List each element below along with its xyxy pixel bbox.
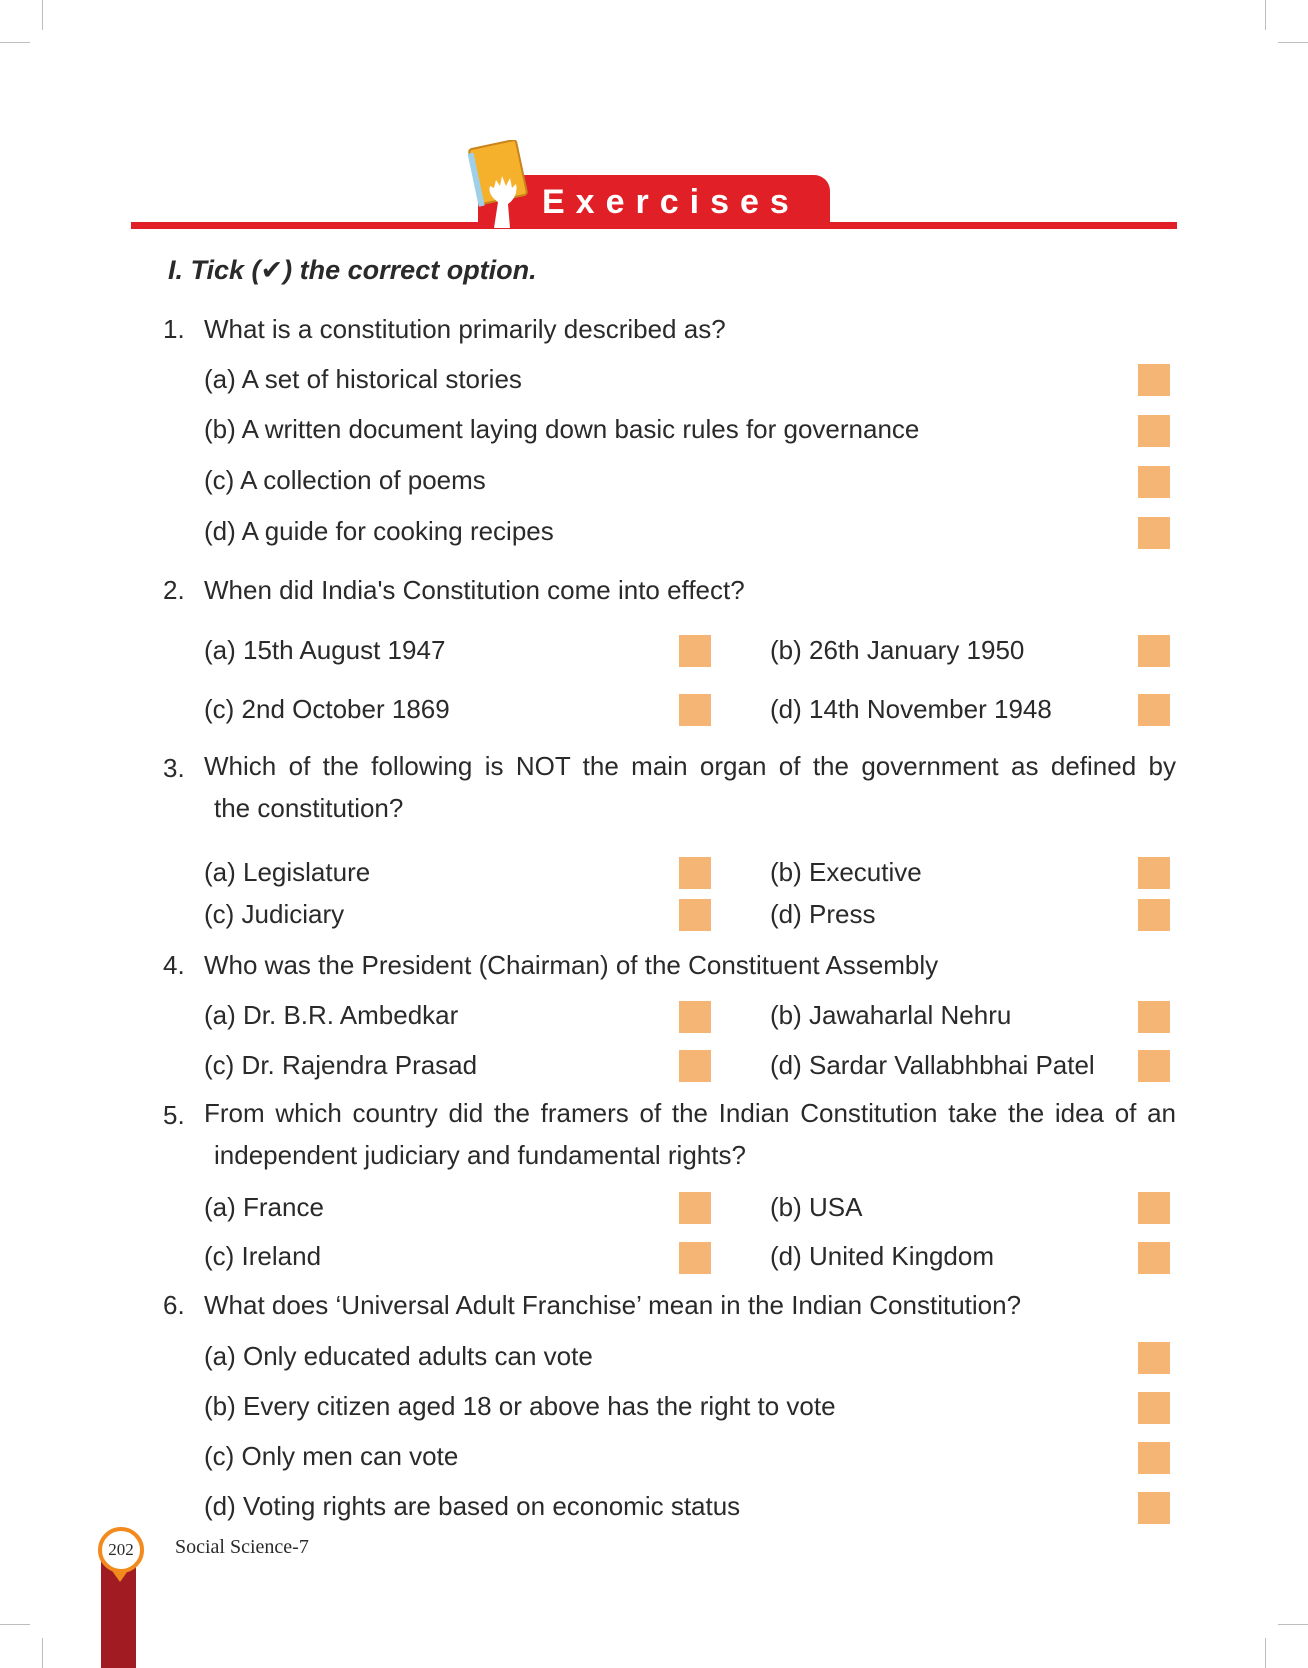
- page-number: 202: [108, 1540, 134, 1559]
- book-title: Social Science-7: [175, 1536, 309, 1558]
- answer-checkbox[interactable]: [1138, 1050, 1170, 1082]
- option-text: (a) Legislature: [204, 857, 371, 887]
- answer-checkbox[interactable]: [1138, 1001, 1170, 1033]
- option-text: (d) 14th November 1948: [770, 694, 1052, 724]
- option-text: (c) Only men can vote: [204, 1441, 459, 1471]
- option-text: (a) A set of historical stories: [204, 364, 522, 394]
- question-number: 3.: [163, 753, 185, 783]
- crop-mark: [42, 1638, 43, 1668]
- option-text: (c) Dr. Rajendra Prasad: [204, 1050, 478, 1080]
- crop-mark: [42, 0, 43, 30]
- answer-checkbox[interactable]: [1138, 899, 1170, 931]
- question-text: [204, 1092, 1176, 1176]
- crop-mark: [1278, 1624, 1308, 1625]
- answer-checkbox[interactable]: [1138, 1392, 1170, 1424]
- answer-checkbox[interactable]: [1138, 415, 1170, 447]
- hand-holding-book-icon: [464, 140, 544, 230]
- question-text-line: Which of the following is NOT the main organ of the government as defined by: [204, 751, 1176, 781]
- question-text: When did India's Constitution come into effect?: [204, 575, 745, 605]
- answer-checkbox[interactable]: [679, 899, 711, 931]
- question-text: [204, 745, 1176, 829]
- question-text: What is a constitution primarily described as?: [204, 314, 726, 344]
- option-text: (c) Judiciary: [204, 899, 345, 929]
- option-text: (b) Jawaharlal Nehru: [770, 1000, 1012, 1030]
- answer-checkbox[interactable]: [1138, 1442, 1170, 1474]
- answer-checkbox[interactable]: [679, 1050, 711, 1082]
- question-text-line: independent judiciary and fundamental rights?: [214, 1140, 746, 1170]
- question-text-line: the constitution?: [214, 793, 404, 823]
- answer-checkbox[interactable]: [1138, 1342, 1170, 1374]
- option-text: (c) 2nd October 1869: [204, 694, 450, 724]
- answer-checkbox[interactable]: [1138, 1192, 1170, 1224]
- option-text: (a) Only educated adults can vote: [204, 1341, 593, 1371]
- option-text: (c) Ireland: [204, 1241, 322, 1271]
- option-text: (d) Sardar Vallabhbhai Patel: [770, 1050, 1095, 1080]
- option-text: (a) 15th August 1947: [204, 635, 446, 665]
- answer-checkbox[interactable]: [679, 1242, 711, 1274]
- crop-mark: [1278, 42, 1308, 43]
- option-text: (b) USA: [770, 1192, 863, 1222]
- answer-checkbox[interactable]: [679, 694, 711, 726]
- option-text: (d) A guide for cooking recipes: [204, 516, 554, 546]
- section-title: I. Tick (✔) the correct option.: [168, 255, 537, 285]
- answer-checkbox[interactable]: [1138, 857, 1170, 889]
- answer-checkbox[interactable]: [1138, 364, 1170, 396]
- option-text: (d) Press: [770, 899, 876, 929]
- question-number: 6.: [163, 1290, 185, 1320]
- option-text: (b) Every citizen aged 18 or above has the right to vote: [204, 1391, 836, 1421]
- option-text: (a) France: [204, 1192, 324, 1222]
- answer-checkbox[interactable]: [1138, 517, 1170, 549]
- answer-checkbox[interactable]: [1138, 466, 1170, 498]
- question-number: 1.: [163, 314, 185, 344]
- answer-checkbox[interactable]: [1138, 694, 1170, 726]
- crop-mark: [1265, 0, 1266, 30]
- option-text: (d) Voting rights are based on economic status: [204, 1491, 741, 1521]
- answer-checkbox[interactable]: [1138, 635, 1170, 667]
- answer-checkbox[interactable]: [679, 635, 711, 667]
- page-number-badge: [98, 1527, 144, 1573]
- answer-checkbox[interactable]: [1138, 1492, 1170, 1524]
- question-text-line: From which country did the framers of the Indian Constitution take the idea of an: [204, 1098, 1176, 1128]
- option-text: (c) A collection of poems: [204, 465, 486, 495]
- question-number: 4.: [163, 950, 185, 980]
- option-text: (d) United Kingdom: [770, 1241, 994, 1271]
- option-text: (b) Executive: [770, 857, 922, 887]
- crop-mark: [0, 42, 30, 43]
- header-title: Exercises: [542, 183, 800, 221]
- answer-checkbox[interactable]: [679, 1192, 711, 1224]
- question-number: 2.: [163, 575, 185, 605]
- option-text: (a) Dr. B.R. Ambedkar: [204, 1000, 459, 1030]
- answer-checkbox[interactable]: [679, 857, 711, 889]
- option-text: (b) A written document laying down basic rules for governance: [204, 414, 920, 444]
- crop-mark: [1265, 1638, 1266, 1668]
- question-text: Who was the President (Chairman) of the Constituent Assembly: [204, 950, 939, 980]
- question-number: 5.: [163, 1100, 185, 1130]
- question-text: What does ‘Universal Adult Franchise’ mean in the Indian Constitution?: [204, 1290, 1022, 1320]
- answer-checkbox[interactable]: [1138, 1242, 1170, 1274]
- answer-checkbox[interactable]: [679, 1001, 711, 1033]
- option-text: (b) 26th January 1950: [770, 635, 1025, 665]
- crop-mark: [0, 1624, 30, 1625]
